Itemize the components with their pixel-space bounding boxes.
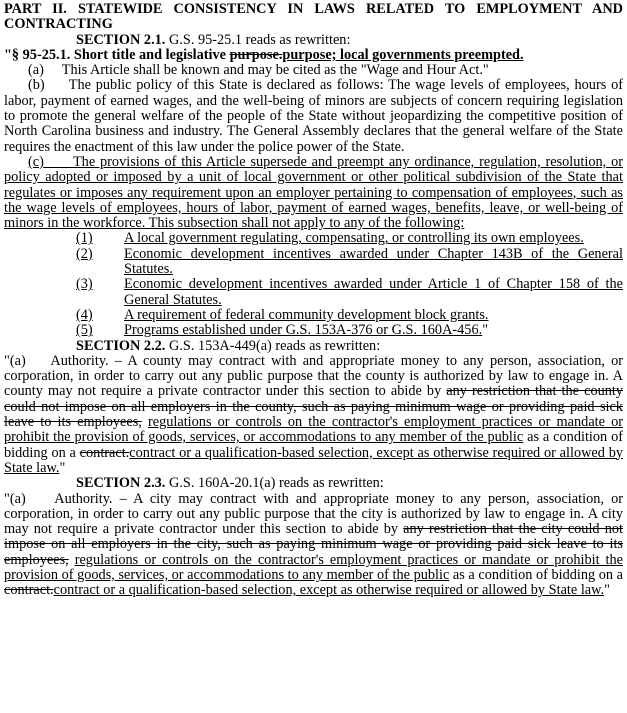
section-2-3-body: "(a) Authority. – A city may contract with and appropriate money to any person, association, or corporation, in order to carry out any public purpose that the city is authorized by law to engage in. A city may not require a private contractor under this section to abide by any restriction that the city could not impose on all employers in the city, such as paying minimum wage or providing paid sick leave to its employees, regulations or controls on the contractor's employment practices or mandate or prohibit the provision of goods, services, or accommodations to any member of the public as a condition of bidding on a contract.contract or a qualification-based selection, except as otherwise required or allowed by State law." <box>4 490 623 599</box>
subsection-c: (c) The provisions of this Article supersede and preempt any ordinance, regulation, resolution, or policy adopted or imposed by a unit of local government or other political subdivision of the State that regulates or imposes any requirement upon an employer pertaining to compensation of employees, such as the wage levels of employees, hours of labor, payment of earned wages, benefits, leave, or well-being of minors in the workforce. This subsection shall not apply to any of the following: <box>4 153 623 232</box>
subsection-a: (a) This Article shall be known and may be cited as the "Wage and Hour Act." <box>28 62 489 79</box>
list-item: (2) Economic development incentives awarded under Chapter 143B of the General Statutes. <box>76 245 623 278</box>
inserted-text: contract or a qualification-based selection, except as otherwise required or allowed by State law. <box>4 444 623 476</box>
list-item: (5) Programs established under G.S. 153A-376 or G.S. 160A-456." <box>76 322 489 339</box>
struck-text: any restriction that the city could not impose on all employers in the city, such as paying minimum wage or providing paid sick leave to its employees, <box>4 521 623 568</box>
section-2-2-heading <box>4 339 623 354</box>
inserted-text: regulations or controls on the contractor's employment practices or mandate or prohibit the provision of goods, services, or accommodations to any member of the public <box>4 414 624 446</box>
inserted-text: contract or a qualification-based selection, except as otherwise required or allowed by State law. <box>53 582 605 599</box>
statute-heading: "§ 95-25.1. Short title and legislative purpose.purpose; local governments preempted. <box>4 46 524 63</box>
section-label: SECTION 2.1. <box>76 31 166 48</box>
section-intro: G.S. 153A-449(a) reads as rewritten: <box>165 337 381 354</box>
section-intro: G.S. 160A-20.1(a) reads as rewritten: <box>165 475 384 492</box>
section-label: SECTION 2.2. <box>76 337 166 354</box>
section-intro: G.S. 95-25.1 reads as rewritten: <box>165 31 351 48</box>
struck-text: contract. <box>4 582 54 599</box>
inserted-text: regulations or controls on the contractor's employment practices or mandate or prohibit the provision of goods, services, or accommodations to any member of the public <box>4 551 623 583</box>
section-2-1-heading <box>4 33 623 48</box>
struck-text: any restriction that the county could not impose on all employers in the county, such as paying minimum wage or providing paid sick leave to its employees, <box>4 383 624 431</box>
inserted-text: purpose; local governments preempted. <box>282 46 524 63</box>
section-label: SECTION 2.3. <box>76 475 166 492</box>
struck-text: purpose. <box>229 46 283 63</box>
list-item: (4) A requirement of federal community development block grants. <box>76 306 489 323</box>
section-2-2-body: "(a) Authority. – A county may contract with and appropriate money to any person, association, or corporation, in order to carry out any public purpose that the county is authorized by law to engage in. A county may not require a private contractor under this section to abide by any restriction that the county could not impose on all employers in the county, such as paying minimum wage or providing paid sick leave to its employees, regulations or controls on the contractor's employment practices or mandate or prohibit the provision of goods, services, or accommodations to any member of the public as a condition of bidding on a contract.contract or a qualification-based selection, except as otherwise required or allowed by State law." <box>4 352 624 476</box>
list-item: (1) A local government regulating, compensating, or controlling its own employees. <box>76 230 584 247</box>
struck-text: contract. <box>79 444 130 461</box>
subsection-b: (b) The public policy of this State is declared as follows: The wage levels of employees, hours of labor, payment of earned wages, and the well-being of minors are subjects of concern requiring legislation to promote the general welfare of the people of the State without jeopardizing the competitive position of North Carolina business and industry. The General Assembly declares that the general welfare of the State requires the enactment of this law under the police power of the State. <box>4 77 623 155</box>
section-2-3-heading <box>4 476 623 491</box>
part-heading: PART II. STATEWIDE CONSISTENCY IN LAWS RELATED TO EMPLOYMENT AND CONTRACTING <box>4 1 623 33</box>
list-item: (3) Economic development incentives awarded under Article 1 of Chapter 158 of the General Statutes. <box>76 276 623 308</box>
